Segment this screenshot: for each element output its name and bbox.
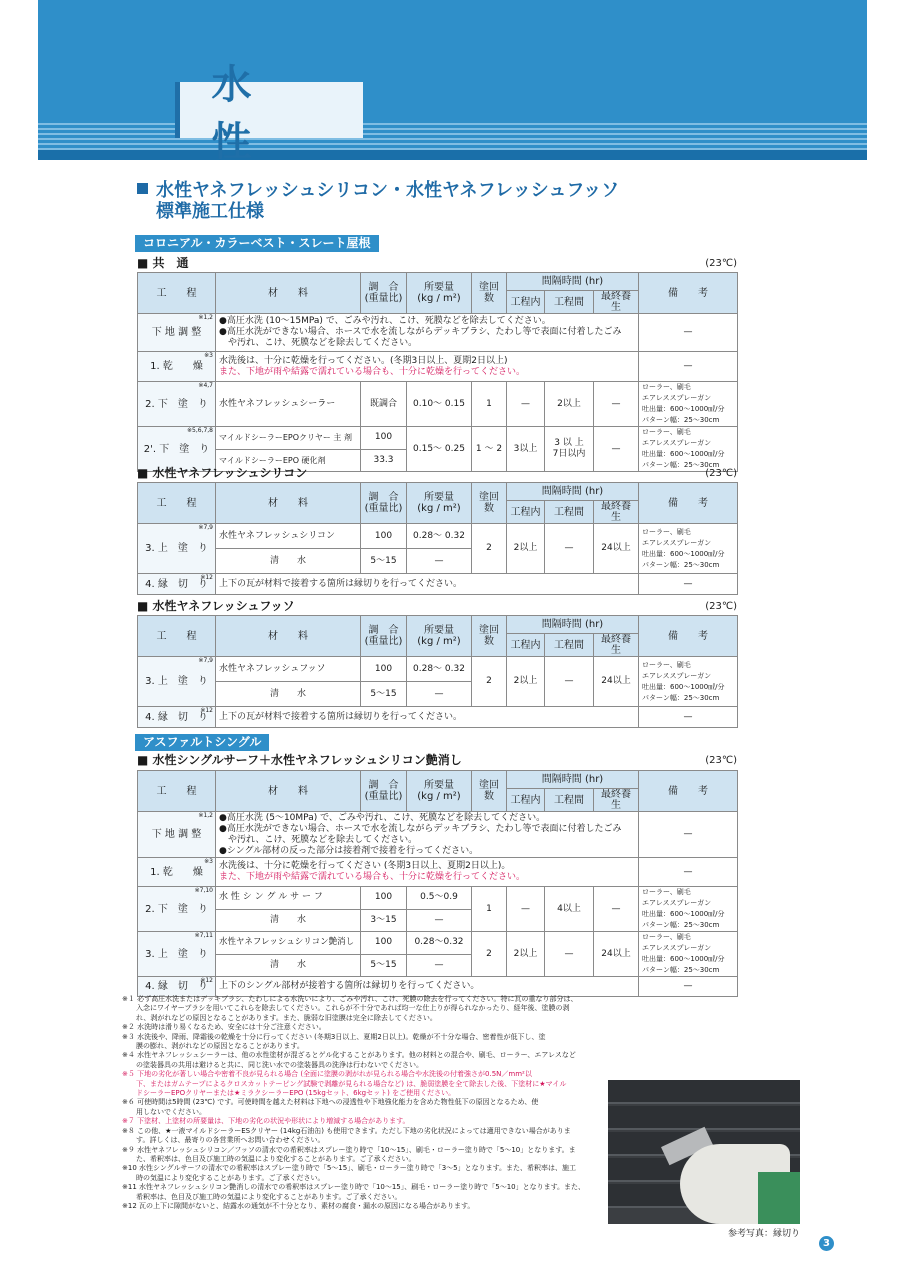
footnote: 用しないでください。 [122,1107,206,1116]
table-row: ※5,6,7,8 2'. 下 塗 り マイルドシーラーEPOクリヤー 主 剤 100 0.15～ 0.25 1 ～ 2 3以上 3 以 上 7日以内 — ローラー、刷毛 エアレススプレーガン 吐出量：600～1000㎖/分 パターン幅：25～30cm [138,427,738,450]
remarks-cell: ローラー、刷毛 エアレススプレーガン 吐出量：600～1000㎖/分 パターン幅：25～30cm [639,382,738,427]
step-cell: ※7,9 3. 上 塗 り [138,524,216,574]
sleeve [758,1172,800,1224]
row-text: 水洗後は、十分に乾燥を行ってください。(冬期3日以上、夏期2日以上) また、下地が雨や結露で濡れている場合も、十分に乾燥を行ってください。 [216,352,639,382]
footnote: ※９ 水性ヤネフレッシュシリコン／フッソの清水での希釈率はスプレー塗り時で「10～15」、刷毛・ローラー塗り時で「5～10」となります。ま [122,1145,576,1154]
table-row: ※3 1. 乾 燥 水洗後は、十分に乾燥を行ってください (冬期3日以上、夏期2日以上)。 また、下地が雨や結露で濡れている場合も、十分に乾燥を行ってください。 — [138,858,738,887]
spec-table-common [137,272,738,472]
footnotes [122,995,610,1211]
table-row: 清 水 5～15 — [138,682,738,707]
temperature-note: (23℃) [705,258,737,269]
spec-table-fluoro: 工 程 材 料 調 合 (重量比) 所要量 (kg / m²) 塗回数 間隔時間 (hr) 備 考 工程内 工程間 最終養生 ※7,9 3. 上 塗 り 水性ヤネフレッシュフッソ 100 0.28～ 0.32 2 2以上 — 24以上 ローラー、刷毛 エアレススプレーガン 吐出量：600～1000㎖/分 パターン幅：25～30cm 清 水 5～15 — ※12 4. 縁 切 り 上下の瓦が材料で接着する箇所は縁切りを行ってください。 — [137,615,738,728]
section-tag-asphalt-shingle: アスファルトシングル [135,734,269,751]
footnote: ※12 瓦の上下に隙間がないと、結露水の通気が不十分となり、素材の腐食・漏水の原因になる場合があります。 [122,1201,475,1210]
reference-photo [608,1080,800,1224]
footnote: ※７ 下塗材、上塗材の所要量は、下地の劣化の状況や形状により増減する場合があります。 [122,1117,410,1126]
th-amount: 所要量 (kg / m²) [407,273,472,314]
table-row: ※7,9 3. 上 塗 り 水性ヤネフレッシュシリコン 100 0.28～ 0.32 2 2以上 — 24以上 ローラー、刷毛 エアレススプレーガン 吐出量：600～1000㎖/分 パターン幅：25～30cm [138,524,738,549]
table-row: ※3 1. 乾 燥 水洗後は、十分に乾燥を行ってください。(冬期3日以上、夏期2日以上) また、下地が雨や結露で濡れている場合も、十分に乾燥を行ってください。 — [138,352,738,382]
table-row: ※7,9 3. 上 塗 り 水性ヤネフレッシュフッソ 100 0.28～ 0.32 2 2以上 — 24以上 ローラー、刷毛 エアレススプレーガン 吐出量：600～1000㎖/分 パターン幅：25～30cm [138,657,738,682]
header-bottom-bar [38,150,867,160]
table-row: 清 水 5～15 — [138,954,738,977]
th-material: 材 料 [216,273,361,314]
footnote: す。詳しくは、最寄りの各営業所へお問い合わせください。 [122,1136,325,1145]
table-row: ※7,10 2. 下 塗 り 水 性 シ ン グ ル サ ー フ 100 0.5～0.9 1 — 4以上 — ローラー、刷毛 エアレススプレーガン 吐出量：600～1000㎖/分 パターン幅：25～30cm [138,887,738,910]
table-title-shingle: ■ 水性シングルサーフ＋水性ヤネフレッシュシリコン艶消し (23℃) [137,753,737,767]
step-cell: ※5,6,7,8 2'. 下 塗 り [138,427,216,472]
step-cell: ※7,10 2. 下 塗 り [138,887,216,932]
remarks-cell: ローラー、刷毛 エアレススプレーガン 吐出量：600～1000㎖/分 パターン幅：25～30cm [639,887,738,932]
spec-table-shingle: 工 程 材 料 調 合 (重量比) 所要量 (kg / m²) 塗回数 間隔時間 (hr) 備 考 工程内 工程間 最終養生 ※1,2 下 地 調 整 ●高圧水洗 (5～10MPa) で、ごみや汚れ、こけ、死膜などを除去してください。 ●高圧水洗ができない場合、ホースで水を流しながらデッキブラシ、たわし等で表面に付着したごみ や汚れ、こけ、死膜などを除去してください。 ●シングル部材の反った部分は接着剤で接着を行ってください。 — ※3 1. 乾 燥 水洗後は、十分に乾燥を行ってください (冬期3日以上、夏期2日以上)。 また、下地が雨や結露で濡れている場合も、十分に乾燥を行ってください。 — ※7,10 2. 下 塗 り 水 性 シ ン グ ル サ ー フ 100 0.5～0.9 1 — 4以上 — ローラー、刷毛 エアレススプレーガン 吐出量：600～1000㎖/分 パターン幅：25～30cm 清 水 3～15 — ※7,11 3. 上 塗 り 水性ヤネフレッシュシリコン艶消し 100 0.28～0.32 2 2以上 — 24以上 ローラー、刷毛 エアレススプレーガン 吐出量：600～1000㎖/分 パターン幅：25～30cm 清 水 5～15 — ※12 4. 縁 切 り 上下のシングル部材が接着する箇所は縁切りを行ってください。 — [137,770,738,997]
footnote: 膜の膨れ、剥がれなどの原因となることがあります。 [122,1042,304,1051]
footnote: ※２ 水洗時は滑り易くなるため、安全には十分ご注意ください。 [122,1023,326,1032]
step-cell: ※3 1. 乾 燥 [138,352,216,382]
footnote: ※10 水性シングルサーフの清水での希釈率はスプレー塗り時で「5～15」、刷毛・ローラー塗り時で「3～5」となります。また、希釈率は、施工 [122,1164,577,1173]
row-text: 水洗後は、十分に乾燥を行ってください (冬期3日以上、夏期2日以上)。 また、下地が雨や結露で濡れている場合も、十分に乾燥を行ってください。 [216,858,639,887]
footnote: た、希釈率は、色目及び施工時の気温により変化することがあります。ご了承ください。 [122,1154,416,1163]
table-row: ※1,2 下 地 調 整 ●高圧水洗 (5～10MPa) で、ごみや汚れ、こけ、死膜などを除去してください。 ●高圧水洗ができない場合、ホースで水を流しながらデッキブラシ、たわし等で表面に付着したごみ や汚れ、こけ、死膜などを除去してください。 ●シングル部材の反った部分は接着剤で接着を行ってください。 — [138,812,738,858]
footnote: ※１ 必ず高圧水洗またはデッキブラシ、たわしによる水洗いにより、ごみや汚れ、こけ、死膜の除去を行ってください。特に瓦の重なり部分は、 [122,995,578,1003]
th-remarks: 備 考 [639,273,738,314]
step-cell: ※12 4. 縁 切 り [138,707,216,728]
footnote: 下、またはガムテープによるクロスカットテーピング試験で剥離が見られる場合など) は、脆弱塗膜を全て除去した後、下塗材に★マイル [122,1079,567,1088]
footnote: の塗装器具の共用は避けると共に、同じ洗い水での塗装器具の洗浄は行わないでください。 [122,1060,423,1069]
footnote: ※８ この他、★一液マイルドシーラーESクリヤー (14kg石油缶) も使用できます。ただし下地の劣化状況によっては適用できない場合がありま [122,1126,571,1135]
footnote: 希釈率は、色目及び施工時の気温により変化することがあります。ご了承ください。 [122,1192,402,1201]
step-cell: ※4,7 2. 下 塗 り [138,382,216,427]
row-text: ●高圧水洗 (10～15MPa) で、ごみや汚れ、こけ、死膜などを除去してください。 ●高圧水洗ができない場合、ホースで水を流しながらデッキブラシ、たわし等で表面に付着したごみ や汚れ、こけ、死膜などを除去してください。 [216,314,639,352]
main-title: 水性ヤネフレッシュシリコン・水性ヤネフレッシュフッソ 標準施工仕様 [137,180,777,222]
footnote: 時の気温により変化することがあります。ご了承ください。 [122,1173,325,1182]
footnote: ※６ 可使時間は5時間 (23℃) です。可使時間を越えた材料は下地への浸透性や下地強化能力を含めた物性低下の原因となるため、使 [122,1098,539,1107]
footnote: ※11 水性ヤネフレッシュシリコン艶消しの清水での希釈率はスプレー塗り時で「10～15」、刷毛・ローラー塗り時で「5～10」となります。また、 [122,1183,586,1192]
th-process: 工 程 [138,273,216,314]
th-interval: 間隔時間 (hr) [507,273,639,291]
category-title: 水 性 [211,62,372,165]
table-row: ※12 4. 縁 切 り 上下の瓦が材料で接着する箇所は縁切りを行ってください。 — [138,707,738,728]
table-title-common: ■ 共 通 (23℃) [137,256,737,270]
main-subtitle: 標準施工仕様 [156,201,264,222]
remarks-cell: ローラー、刷毛 エアレススプレーガン 吐出量：600～1000㎖/分 パターン幅：25～30cm [639,932,738,977]
remarks-cell: ローラー、刷毛 エアレススプレーガン 吐出量：600～1000㎖/分 パターン幅：25～30cm [639,427,738,472]
table-row: ※1,2 下 地 調 整 ●高圧水洗 (10～15MPa) で、ごみや汚れ、こけ、死膜などを除去してください。 ●高圧水洗ができない場合、ホースで水を流しながらデッキブラシ、たわし等で表面に付着したごみ や汚れ、こけ、死膜などを除去してください。 — [138,314,738,352]
footnote: れ、剥がれなどの原因となることがあります。また、脆弱な旧塗膜は完全に除去してください。 [122,1013,437,1022]
table-title-silicon: ■ 水性ヤネフレッシュシリコン (23℃) [137,466,737,480]
remarks-cell: ローラー、刷毛 エアレススプレーガン 吐出量：600～1000㎖/分 パターン幅：25～30cm [639,524,738,574]
footnote: ドシーラーEPOクリヤーまたは★ミラクシーラーEPO (15kgセット、6kgセット) をご使用ください。 [122,1089,456,1098]
section-tag-slate-roof: コロニアル・カラーベスト・スレート屋根 [135,235,379,252]
bullet-square-icon [137,183,148,194]
remarks-cell: ローラー、刷毛 エアレススプレーガン 吐出量：600～1000㎖/分 パターン幅：25～30cm [639,657,738,707]
table-row: 清 水 3～15 — [138,909,738,932]
footnote: ※５ 下地の劣化が著しい場合や密着不良が見られる場合 (全面に塗膜の剥がれが見られる場合や水洗後の付着強さが0.5N／mm²以 [122,1070,532,1079]
footnote: ※３ 水洗後や、降雨、降霜後の乾燥を十分に行ってください (冬期3日以上、夏期2日以上)。乾燥が不十分な場合、密着性が低下し、塗 [122,1032,546,1041]
step-cell: ※1,2 下 地 調 整 [138,314,216,352]
th-mix: 調 合 (重量比) [361,273,407,314]
th-final: 最終養生 [594,291,639,314]
step-cell: ※12 4. 縁 切 り [138,574,216,595]
table-row: 清 水 5～15 — [138,549,738,574]
step-cell: ※7,9 3. 上 塗 り [138,657,216,707]
spec-table-silicon: 工 程 材 料 調 合 (重量比) 所要量 (kg / m²) 塗回数 間隔時間 (hr) 備 考 工程内 工程間 最終養生 ※7,9 3. 上 塗 り 水性ヤネフレッシュシリコン 100 0.28～ 0.32 2 2以上 — 24以上 ローラー、刷毛 エアレススプレーガン 吐出量：600～1000㎖/分 パターン幅：25～30cm 清 水 5～15 — ※12 4. 縁 切 り 上下の瓦が材料で接着する箇所は縁切りを行ってください。 — [137,482,738,595]
photo-caption: 参考写真：縁切り [728,1229,801,1239]
step-cell: ※3 1. 乾 燥 [138,858,216,887]
step-cell: ※12 4. 縁 切 り [138,977,216,997]
footnote: ※４ 水性ヤネフレッシュシーラーは、他の水性塗材が混ざるとゲル化することがあります。他の材料との混合や、刷毛、ローラー、エアレスなど [122,1051,576,1060]
step-cell: ※7,11 3. 上 塗 り [138,932,216,977]
table-row: マイルドシーラーEPO 硬化剤 33.3 [138,449,738,472]
th-coats: 塗回数 [472,273,507,314]
step-cell: ※1,2 下 地 調 整 [138,812,216,858]
table-row: ※4,7 2. 下 塗 り 水性ヤネフレッシュシーラー 既調合 0.10～ 0.15 1 — 2以上 — ローラー、刷毛 エアレススプレーガン 吐出量：600～1000㎖/分 パターン幅：25～30cm [138,382,738,427]
table-title-fluoro: ■ 水性ヤネフレッシュフッソ (23℃) [137,599,737,613]
table-row: ※12 4. 縁 切 り 上下のシングル部材が接着する箇所は縁切りを行ってください。 — [138,977,738,997]
category-title-box [175,62,372,165]
table-row: ※12 4. 縁 切 り 上下の瓦が材料で接着する箇所は縁切りを行ってください。 — [138,574,738,595]
table-row: ※7,11 3. 上 塗 り 水性ヤネフレッシュシリコン艶消し 100 0.28～0.32 2 2以上 — 24以上 ローラー、刷毛 エアレススプレーガン 吐出量：600～1000㎖/分 パターン幅：25～30cm [138,932,738,955]
footnote: 入念にワイヤーブラシを用いてこれらを除去してください。これらが不十分であれば均一な仕上りが得られなかったり、経年後、塗膜の剥 [122,1004,570,1013]
page-number: 3 [819,1236,834,1251]
page-header-band [38,0,867,165]
th-between: 工程間 [545,291,594,314]
row-text: ●高圧水洗 (5～10MPa) で、ごみや汚れ、こけ、死膜などを除去してください。 ●高圧水洗ができない場合、ホースで水を流しながらデッキブラシ、たわし等で表面に付着したごみ や汚れ、こけ、死膜などを除去してください。 ●シングル部材の反った部分は接着剤で接着を行ってください。 [216,812,639,858]
th-in-process: 工程内 [507,291,545,314]
